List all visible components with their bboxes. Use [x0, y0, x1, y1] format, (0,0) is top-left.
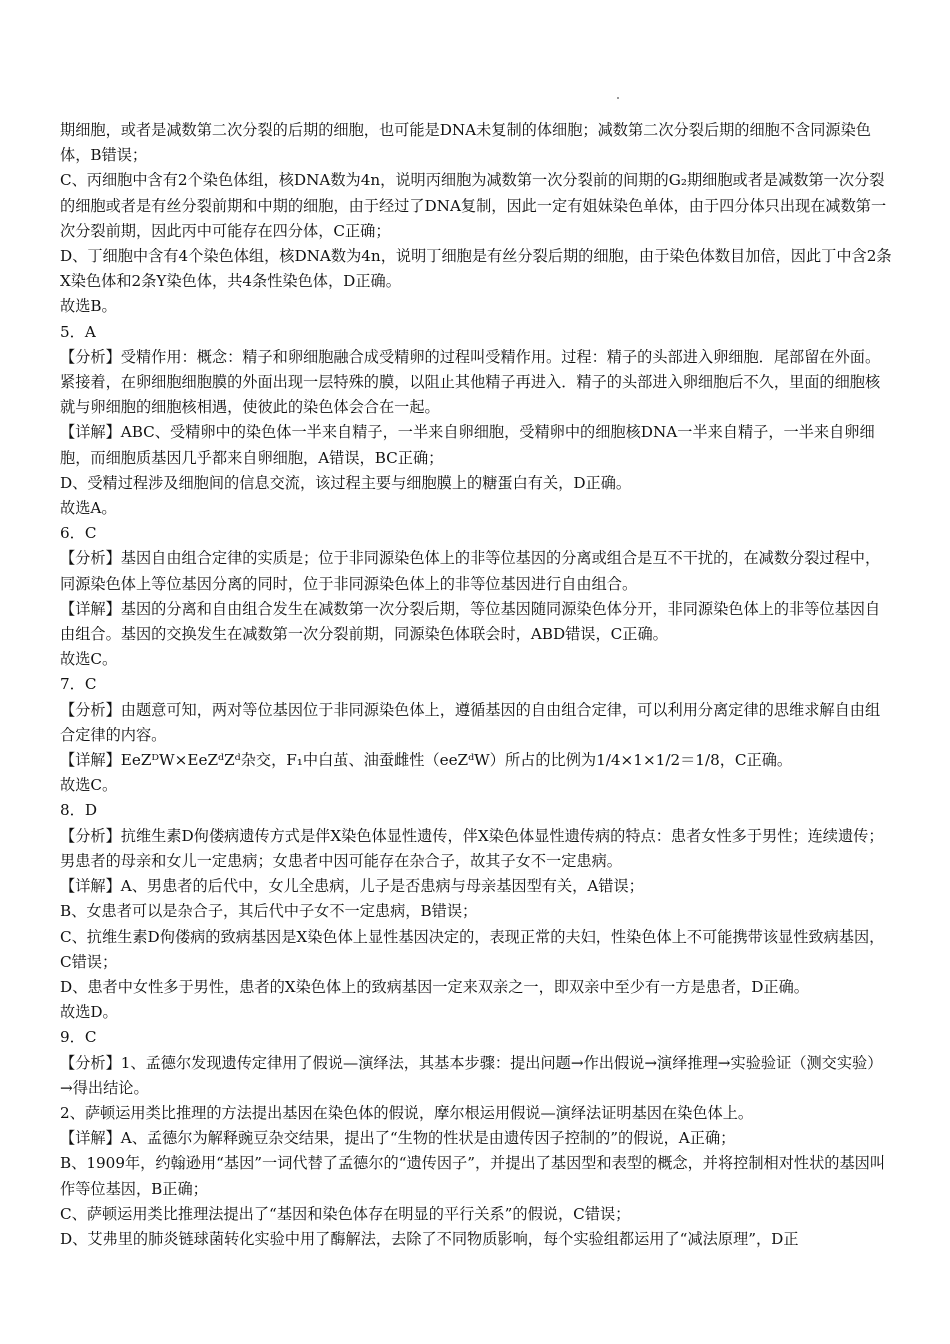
paragraph: D、丁细胞中含有4个染色体组，核DNA数为4n，说明丁细胞是有丝分裂后期的细胞，由于染色体数目加倍，因此丁中含2条X染色体和2条Y染色体，共4条性染色体，D正确。: [60, 247, 892, 291]
conclusion: 故选D。: [60, 1003, 118, 1022]
explanation: 【详解】A、孟德尔为解释豌豆杂交结果，提出了“生物的性状是由遗传因子控制的”的假说，A正确；: [60, 1129, 736, 1148]
paragraph: B、1909年，约翰逊用“基因”一词代替了孟德尔的“遗传因子”，并提出了基因型和表型的概念，并将控制相对性状的基因叫作等位基因，B正确；: [60, 1154, 886, 1198]
analysis: 【分析】受精作用：概念：精子和卵细胞融合成受精卵的过程叫受精作用。过程：精子的头部进入卵细胞．尾部留在外面。紧接着，在卵细胞细胞膜的外面出现一层特殊的膜，以阻止其他精子再进入．精子的头部进入卵细胞后不久，里面的细胞核就与卵细胞的细胞核相遇，使彼此的染色体会合在一起。: [60, 347, 881, 417]
explanation: 【详解】ABC、受精卵中的染色体一半来自精子，一半来自卵细胞，受精卵中的细胞核DNA一半来自精子，一半来自卵细胞，而细胞质基因几乎都来自卵细胞，A错误，BC正确；: [60, 423, 875, 467]
paragraph: C、抗维生素D佝偻病的致病基因是X染色体上显性基因决定的，表现正常的夫妇，性染色体上不可能携带该显性致病基因，C错误；: [60, 927, 885, 971]
analysis: 【分析】1、孟德尔发现遗传定律用了假说—演绎法，其基本步骤：提出问题→作出假说→演绎推理→实验验证（测交实验）→得出结论。: [60, 1053, 883, 1097]
paragraph: 2、萨顿运用类比推理的方法提出基因在染色体的假说，摩尔根运用假说—演绎法证明基因在染色体上。: [60, 1103, 754, 1122]
document-body: [60, 118, 892, 1252]
explanation: 【详解】A、男患者的后代中，女儿全患病，儿子是否患病与母亲基因型有关，A错误；: [60, 877, 644, 896]
conclusion: 故选C。: [60, 650, 118, 669]
explanation: 【详解】基因的分离和自由组合发生在减数第一次分裂后期，等位基因随同源染色体分开，非同源染色体上的非等位基因自由组合。基因的交换发生在减数第一次分裂前期，同源染色体联会时，ABD错误，C正确。: [60, 599, 881, 644]
answer-heading: 5．A: [60, 322, 96, 341]
paragraph: 期细胞，或者是减数第二次分裂的后期的细胞，也可能是DNA未复制的体细胞；减数第二次分裂后期的细胞不含同源染色体，B错误；: [60, 121, 871, 165]
conclusion: 故选C。: [60, 776, 118, 795]
answer-heading: 9．C: [60, 1028, 97, 1047]
answer-heading: 6．C: [60, 524, 97, 543]
paragraph: D、艾弗里的肺炎链球菌转化实验中用了酶解法，去除了不同物质影响，每个实验组都运用了“减法原理”，D正: [60, 1229, 799, 1248]
answer-heading: 8．D: [60, 801, 98, 820]
paragraph: D、患者中女性多于男性，患者的X染色体上的致病基因一定来双亲之一，即双亲中至少有一方是患者，D正确。: [60, 977, 809, 996]
analysis: 【分析】抗维生素D佝偻病遗传方式是伴X染色体显性遗传，伴X染色体显性遗传病的特点：患者女性多于男性；连续遗传；男患者的母亲和女儿一定患病；女患者中因可能存在杂合子，故其子女不一定患病。: [60, 826, 884, 870]
paragraph: B、女患者可以是杂合子，其后代中子女不一定患病，B错误；: [60, 902, 478, 921]
analysis: 【分析】基因自由组合定律的实质是；位于非同源染色体上的非等位基因的分离或组合是互不干扰的，在减数分裂过程中，同源染色体上等位基因分离的同时，位于非同源染色体上的非等位基因进行自由组合。: [60, 549, 881, 593]
conclusion: 故选B。: [60, 297, 117, 316]
paragraph: C、丙细胞中含有2个染色体组，核DNA数为4n，说明丙细胞为减数第一次分裂前的间期的G₂期细胞或者是减数第一次分裂的细胞或者是有丝分裂前期和中期的细胞，由于经过了DNA复制，因此一定有姐妹染色单体，由于四分体只出现在减数第一次分裂前期，因此丙中可能存在四分体，C正确；: [60, 171, 887, 240]
conclusion: 故选A。: [60, 499, 117, 518]
answer-heading: 7．C: [60, 675, 97, 694]
paragraph: D、受精过程涉及细胞间的信息交流，该过程主要与细胞膜上的糖蛋白有关，D正确。: [60, 473, 632, 492]
page-mark: [617, 97, 619, 99]
paragraph: C、萨顿运用类比推理法提出了“基因和染色体存在明显的平行关系”的假说，C错误；: [60, 1204, 631, 1223]
analysis: 【分析】由题意可知，两对等位基因位于非同源染色体上，遵循基因的自由组合定律，可以利用分离定律的思维求解自由组合定律的内容。: [60, 700, 881, 744]
explanation: 【详解】EeZᴰW×EeZᵈZᵈ杂交，F₁中白茧、油蚕雌性（eeZᵈW）所占的比例为1/4×1×1/2＝1/8，C正确。: [60, 751, 793, 770]
